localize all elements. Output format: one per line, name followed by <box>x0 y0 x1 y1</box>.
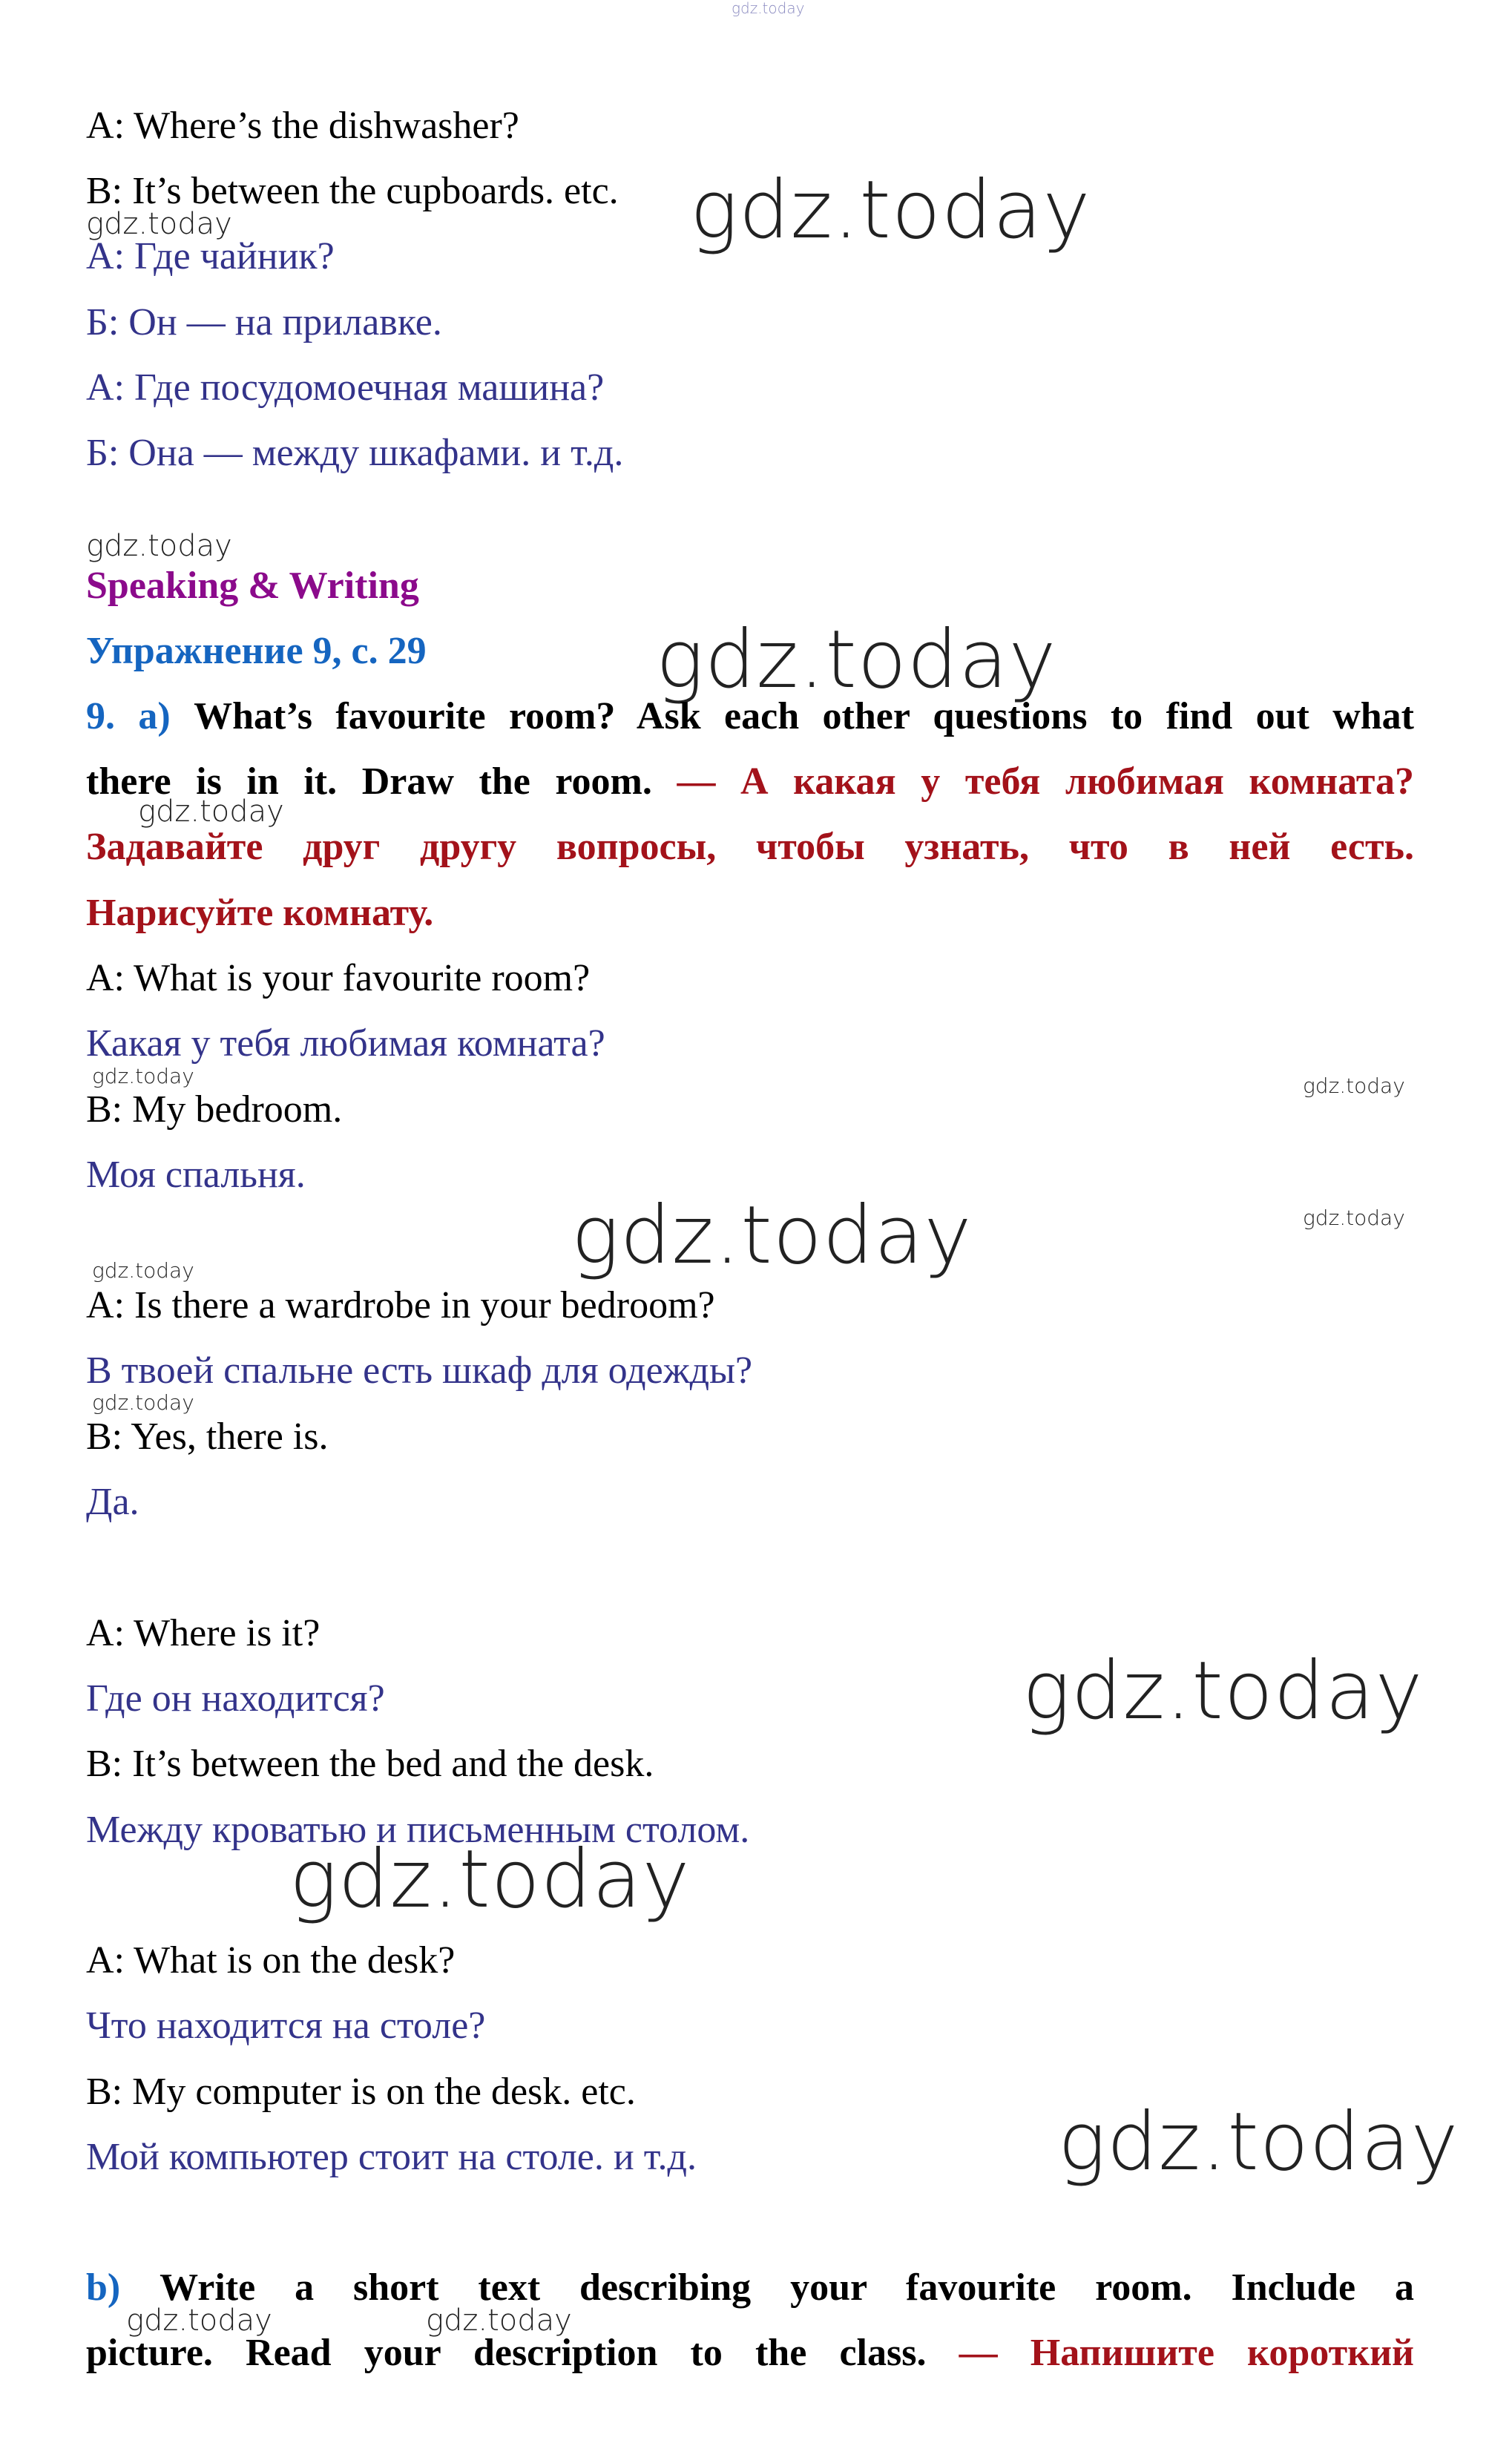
dialog-line-ru: Где он находится? <box>86 1677 385 1720</box>
dialog-line-ru: Да. <box>86 1481 139 1523</box>
watermark: gdz.today <box>92 1390 194 1415</box>
task-b-instruction <box>86 2264 1414 2312</box>
task-number: b) <box>86 2266 121 2309</box>
task-text-en: What’s favourite room? Ask each other questions to find out what <box>194 695 1414 737</box>
watermark: gdz.today <box>1022 1645 1424 1737</box>
task-text-en: there is in it. Draw the room. <box>86 760 652 803</box>
task-number: 9. a) <box>86 695 171 737</box>
dialog-line-en: A: Where’s the dishwasher? <box>86 105 519 147</box>
task-text-ru: Нарисуйте комнату. <box>86 892 434 934</box>
watermark: gdz.today <box>86 529 232 563</box>
watermark: gdz.today <box>92 1064 194 1088</box>
dialog-line-en: A: Where is it? <box>86 1612 321 1654</box>
dialog-line-ru: А: Где чайник? <box>86 235 335 277</box>
task-text-ru: Задавайте друг другу вопросы, чтобы узнать, что в ней есть. <box>86 826 1414 868</box>
watermark: gdz.today <box>138 795 284 829</box>
watermark: gdz.today <box>1303 1073 1405 1098</box>
watermark: gdz.today <box>571 1189 973 1282</box>
dialog-line-en: B: My computer is on the desk. etc. <box>86 2071 636 2113</box>
dialog-line-ru: Мой компьютер стоит на столе. и т.д. <box>86 2136 697 2178</box>
dialog-line-ru: Моя спальня. <box>86 1154 306 1196</box>
watermark: gdz.today <box>690 164 1091 257</box>
dialog-line-en: A: What is on the desk? <box>86 1939 456 1982</box>
dialog-line-en: B: Yes, there is. <box>86 1416 329 1458</box>
task-a-instruction <box>86 693 1414 740</box>
task-text-ru: — А какая у тебя любимая комната? <box>677 760 1415 803</box>
task-a-instruction <box>86 758 1414 806</box>
dialog-line-en: B: It’s between the cupboards. etc. <box>86 170 619 212</box>
watermark: gdz.today <box>656 614 1057 706</box>
watermark: gdz.today <box>1058 2096 1459 2189</box>
dialog-line-ru: Что находится на столе? <box>86 2005 486 2047</box>
task-b-instruction <box>86 2329 1414 2377</box>
exercise-title: Упражнение 9, с. 29 <box>86 630 427 672</box>
dialog-line-en: B: It’s between the bed and the desk. <box>86 1743 654 1785</box>
dialog-line-en: A: What is your favourite room? <box>86 957 591 999</box>
watermark: gdz.today <box>289 1833 691 1926</box>
watermark-top: gdz.today <box>732 0 805 17</box>
watermark: gdz.today <box>126 2304 272 2338</box>
dialog-line-ru: В твоей спальне есть шкаф для одежды? <box>86 1349 753 1392</box>
dialog-line-ru: Какая у тебя любимая комната? <box>86 1022 605 1065</box>
watermark: gdz.today <box>86 207 232 241</box>
watermark: gdz.today <box>426 2304 572 2338</box>
dialog-line-ru: Б: Она — между шкафами. и т.д. <box>86 432 624 474</box>
dialog-line-en: B: My bedroom. <box>86 1088 343 1131</box>
section-heading: Speaking & Writing <box>86 565 419 607</box>
watermark: gdz.today <box>92 1258 194 1283</box>
dialog-line-en: A: Is there a wardrobe in your bedroom? <box>86 1284 715 1326</box>
task-text-en: picture. Read your description to the class. <box>86 2332 927 2374</box>
dialog-line-ru: Между кроватью и письменным столом. <box>86 1809 750 1851</box>
task-text-en: Write a short text describing your favourite room. Include a <box>160 2266 1415 2309</box>
dialog-line-ru: Б: Он — на прилавке. <box>86 301 442 343</box>
watermark: gdz.today <box>1303 1206 1405 1230</box>
task-text-ru: — Напишите короткий <box>959 2332 1414 2374</box>
dialog-line-ru: А: Где посудомоечная машина? <box>86 366 605 409</box>
